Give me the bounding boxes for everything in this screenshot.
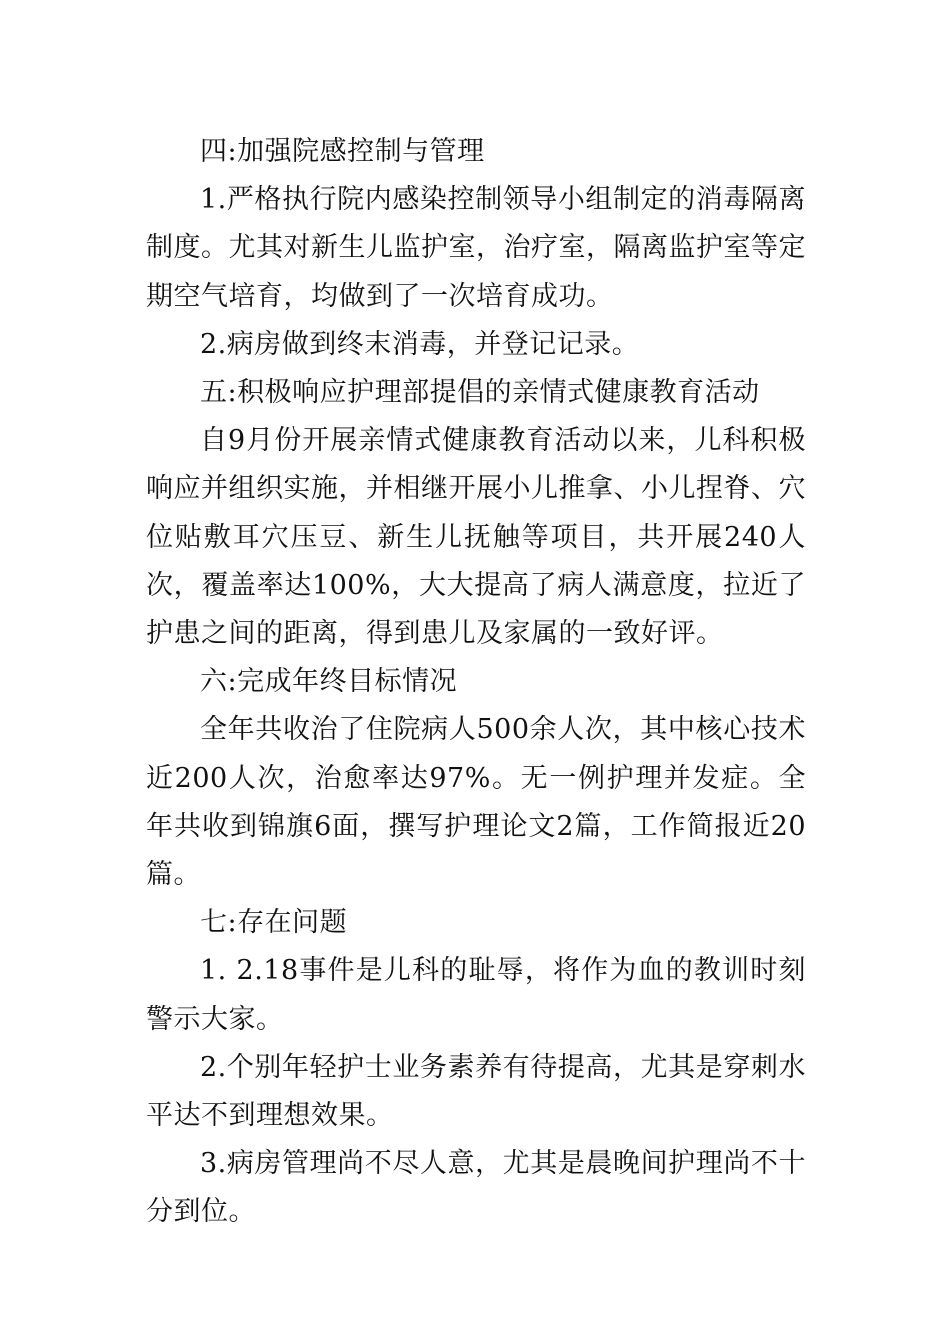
paragraph-health-education-activities: 自9月份开展亲情式健康教育活动以来，儿科积极响应并组织实施，并相继开展小儿推拿、小儿捏脊、穴位贴敷耳穴压豆、新生儿抚触等项目，共开展240人次，覆盖率达100%，大大提高了病人满意度，拉近了护患之间的距离，得到患儿及家属的一致好评。	[146, 425, 806, 650]
document-body	[146, 128, 806, 1237]
section-heading-annual-goals: 六:完成年终目标情况	[200, 666, 458, 698]
section-heading-health-education: 五:积极响应护理部提倡的亲情式健康教育活动	[200, 377, 760, 409]
paragraph-annual-results: 全年共收治了住院病人500余人次，其中核心技术近200人次，治愈率达97%。无一例护理并发症。全年共收到锦旗6面，撰写护理论文2篇，工作简报近20篇。	[146, 714, 806, 891]
paragraph-problem-3: 3.病房管理尚不尽人意，尤其是晨晚间护理尚不十分到位。	[146, 1148, 806, 1228]
paragraph-disinfection-rules: 1.严格执行院内感染控制领导小组制定的消毒隔离制度。尤其对新生儿监护室，治疗室，隔离监护室等定期空气培育，均做到了一次培育成功。	[146, 184, 806, 312]
section-heading-existing-problems: 七:存在问题	[200, 907, 348, 939]
paragraph-terminal-disinfection: 2.病房做到终末消毒，并登记记录。	[200, 328, 640, 360]
paragraph-problem-2: 2.个别年轻护士业务素养有待提高，尤其是穿刺水平达不到理想效果。	[146, 1051, 806, 1132]
paragraph-problem-1: 1. 2.18事件是儿科的耻辱，将作为血的教训时刻警示大家。	[146, 955, 806, 1035]
section-heading-infection-control: 四:加强院感控制与管理	[200, 136, 485, 167]
